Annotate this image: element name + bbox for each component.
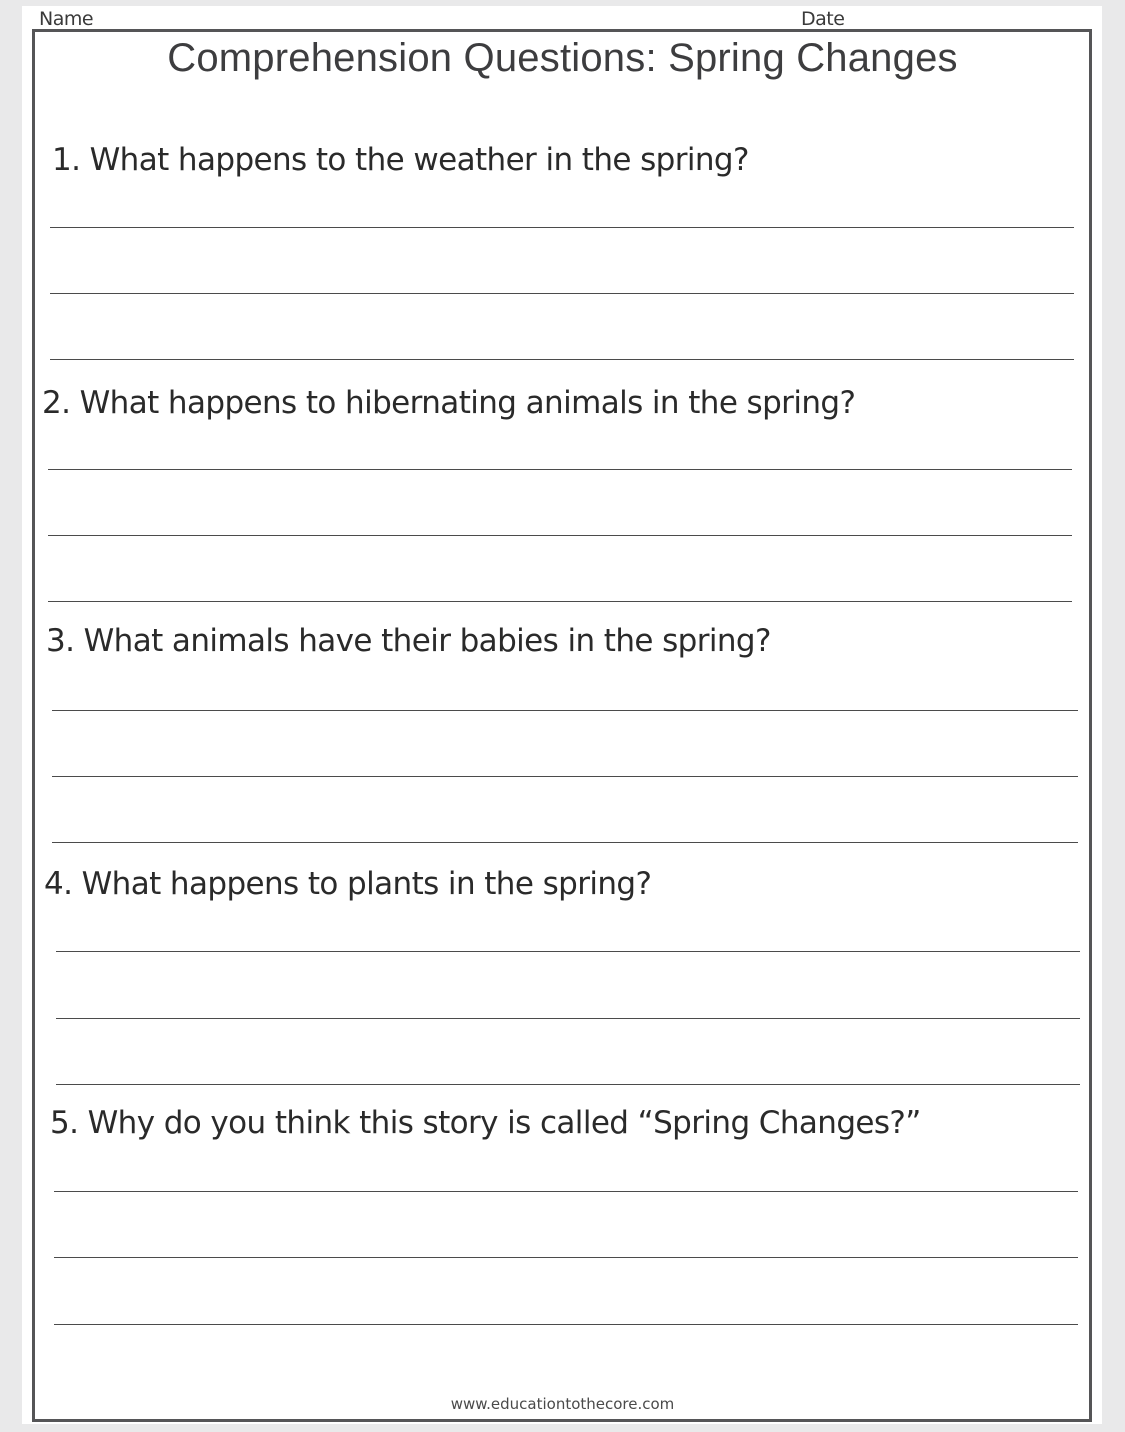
footer-url: www.educationtothecore.com [450,1395,675,1413]
answer-line-2b[interactable] [48,535,1072,536]
answer-line-1b[interactable] [50,293,1074,294]
question-5: 5. Why do you think this story is called “Spring Changes?” [50,1105,921,1141]
answer-line-4b[interactable] [56,1018,1080,1019]
answer-line-1a[interactable] [50,227,1074,228]
answer-line-5b[interactable] [54,1257,1078,1258]
answer-line-2a[interactable] [48,469,1072,470]
date-label: Date [801,8,845,30]
answer-line-5a[interactable] [54,1191,1078,1192]
name-label: Name [39,8,94,30]
answer-line-3a[interactable] [52,710,1078,711]
answer-line-1c[interactable] [50,359,1074,360]
question-2: 2. What happens to hibernating animals in the spring? [42,385,856,421]
question-4: 4. What happens to plants in the spring? [44,866,652,902]
question-3: 3. What animals have their babies in the spring? [46,623,771,659]
answer-line-3b[interactable] [52,776,1078,777]
worksheet-frame [32,29,1092,1422]
answer-line-3c[interactable] [52,842,1078,843]
answer-line-5c[interactable] [54,1324,1078,1325]
answer-line-2c[interactable] [48,601,1072,602]
answer-line-4a[interactable] [56,951,1080,952]
question-1: 1. What happens to the weather in the spring? [52,142,749,178]
answer-line-4c[interactable] [56,1084,1080,1085]
page-title: Comprehension Questions: Spring Changes [167,36,958,80]
